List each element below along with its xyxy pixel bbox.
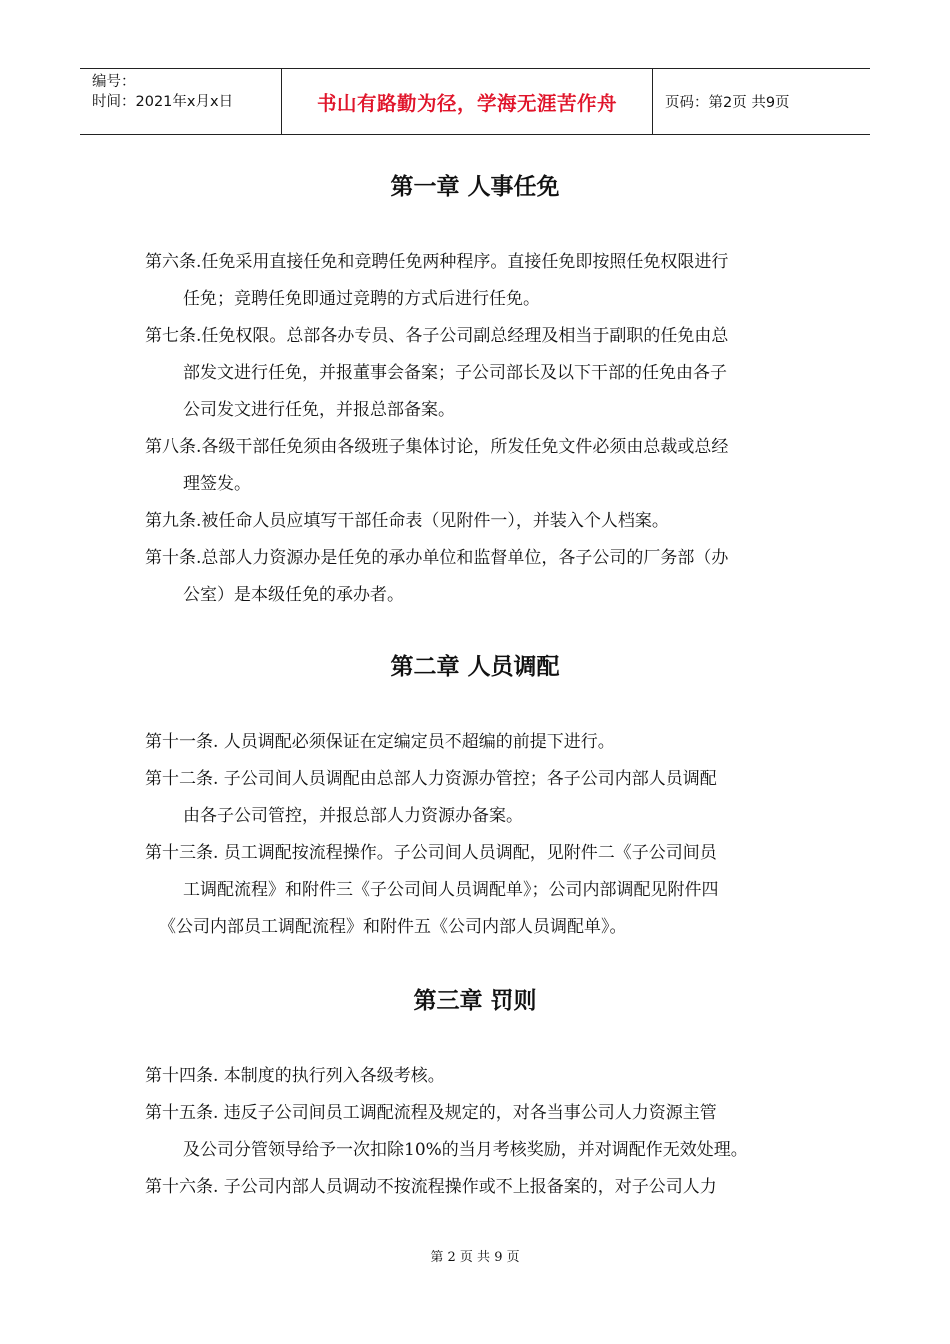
article-text: 工调配流程》和附件三《子公司间人员调配单》；公司内部调配见附件四	[183, 880, 719, 900]
article	[145, 429, 810, 503]
article	[145, 503, 810, 540]
article	[145, 761, 810, 835]
article	[145, 540, 810, 614]
motto: 书山有路勤为径，学海无涯苦作舟	[316, 91, 617, 115]
header-meta	[80, 69, 282, 134]
article-text: 员工调配按流程操作。子公司间人员调配，见附件二《子公司间员	[218, 843, 717, 863]
article-number: 第十四条.	[145, 1066, 219, 1086]
article-text: 子公司间人员调配由总部人力资源办管控；各子公司内部人员调配	[218, 769, 717, 789]
article	[145, 318, 810, 429]
article-number: 第七条.	[145, 326, 202, 346]
article-number: 第十六条.	[145, 1177, 219, 1197]
article-text: 任免采用直接任免和竞聘任免两种程序。直接任免即按照任免权限进行	[201, 252, 729, 272]
article-number: 第十五条.	[145, 1103, 219, 1123]
page-footer: 第 2 页 共 9 页	[430, 1250, 520, 1265]
article-text: 违反子公司间员工调配流程及规定的，对各当事公司人力资源主管	[218, 1103, 717, 1123]
chapter-title: 第二章 人员调配	[390, 654, 560, 680]
article-text: 本制度的执行列入各级考核。	[218, 1066, 445, 1086]
document-header	[80, 68, 870, 135]
article-number: 第十一条.	[145, 732, 219, 752]
page-info: 页码：第2页 共9页	[665, 95, 790, 111]
article	[145, 244, 810, 318]
article-text: 子公司内部人员调动不按流程操作或不上报备案的，对子公司人力	[218, 1177, 717, 1197]
article-text: 总部人力资源办是任免的承办单位和监督单位，各子公司的厂务部（办	[201, 548, 729, 568]
number-label: 编号：	[92, 74, 136, 90]
article-number: 第六条.	[145, 252, 202, 272]
chapter-title: 第一章 人事任免	[390, 174, 560, 200]
article-number: 第十二条.	[145, 769, 219, 789]
article-text: 任免权限。总部各办专员、各子公司副总经理及相当于副职的任免由总	[201, 326, 729, 346]
article	[145, 1169, 810, 1206]
article-number: 第十三条.	[145, 843, 219, 863]
article	[145, 835, 810, 946]
article-text: 任免；竞聘任免即通过竞聘的方式后进行任免。	[183, 289, 540, 309]
article-text: 《公司内部员工调配流程》和附件五《公司内部人员调配单》。	[159, 917, 627, 937]
article-text: 公室）是本级任免的承办者。	[183, 585, 404, 605]
article-text: 理签发。	[183, 474, 251, 494]
time-label: 时间：2021年x月x日	[92, 94, 234, 110]
article	[145, 1095, 810, 1169]
article	[145, 724, 810, 761]
header-motto-cell	[282, 69, 653, 134]
article-number: 第九条.	[145, 511, 202, 531]
article	[145, 1058, 810, 1095]
article-number: 第十条.	[145, 548, 202, 568]
article-number: 第八条.	[145, 437, 202, 457]
chapter-title: 第三章 罚则	[413, 988, 537, 1014]
article-text: 部发文进行任免，并报董事会备案；子公司部长及以下干部的任免由各子	[183, 363, 727, 383]
article-text: 人员调配必须保证在定编定员不超编的前提下进行。	[218, 732, 615, 752]
header-page-cell	[653, 69, 870, 134]
article-text: 各级干部任免须由各级班子集体讨论，所发任免文件必须由总裁或总经	[201, 437, 729, 457]
article-text: 及公司分管领导给予一次扣除10%的当月考核奖励，并对调配作无效处理。	[183, 1140, 748, 1160]
article-text: 由各子公司管控，并报总部人力资源办备案。	[183, 806, 523, 826]
article-text: 公司发文进行任免，并报总部备案。	[183, 400, 455, 420]
article-text: 被任命人员应填写干部任命表（见附件一），并装入个人档案。	[201, 511, 669, 531]
